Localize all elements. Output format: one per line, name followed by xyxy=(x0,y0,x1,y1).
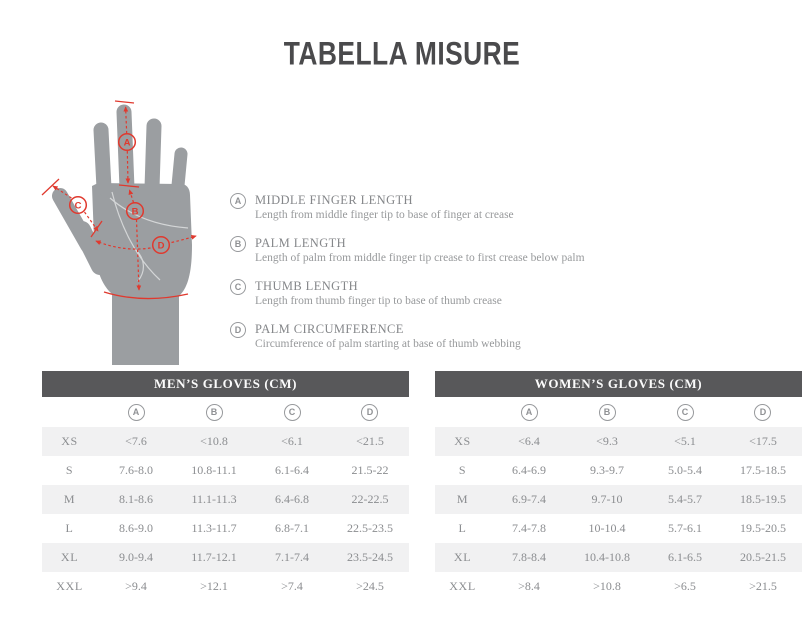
measure-letter-badge: D xyxy=(230,322,246,338)
mens-gloves-table xyxy=(42,371,409,601)
legend-text xyxy=(255,193,514,222)
value-cell: <6.1 xyxy=(281,434,303,448)
value-cell: 10.8-11.1 xyxy=(191,463,237,477)
measure-description: Circumference of palm starting at base of thumb webbing xyxy=(255,338,521,350)
value-cell: <9.3 xyxy=(596,434,618,448)
value-cell: 7.6-8.0 xyxy=(119,463,154,477)
svg-text:A: A xyxy=(123,137,131,149)
value-cell: >21.5 xyxy=(749,579,777,593)
size-tables xyxy=(42,371,802,601)
column-header-cell xyxy=(568,404,646,421)
column-letter-badge: D xyxy=(361,404,378,421)
value-cell: >8.4 xyxy=(518,579,540,593)
value-cell: >12.1 xyxy=(200,579,228,593)
size-cell: S xyxy=(458,463,467,477)
hand-measurement-diagram xyxy=(38,90,236,365)
value-cell: 22-22.5 xyxy=(351,492,389,506)
table-row xyxy=(42,485,409,514)
value-cell: 6.4-6.8 xyxy=(275,492,309,506)
table-row xyxy=(42,456,409,485)
value-cell: 6.9-7.4 xyxy=(512,492,547,506)
table-row xyxy=(435,543,802,572)
column-header-row xyxy=(435,397,802,427)
measure-description: Length of palm from middle finger tip crease to first crease below palm xyxy=(255,252,585,264)
value-cell: <21.5 xyxy=(356,434,384,448)
table-row xyxy=(42,543,409,572)
column-letter-badge: B xyxy=(206,404,223,421)
table-row xyxy=(435,514,802,543)
value-cell: 19.5-20.5 xyxy=(739,521,786,535)
value-cell: 22.5-23.5 xyxy=(346,521,393,535)
size-cell: XXL xyxy=(449,579,476,593)
column-header-row xyxy=(42,397,409,427)
value-cell: >7.4 xyxy=(281,579,303,593)
table-row xyxy=(42,427,409,456)
page-title: TABELLA MISURE xyxy=(283,36,521,73)
value-cell: >10.8 xyxy=(593,579,621,593)
measure-title: PALM LENGTH xyxy=(255,236,347,250)
value-cell: 5.4-5.7 xyxy=(668,492,702,506)
value-cell: 5.7-6.1 xyxy=(668,521,702,535)
size-cell: M xyxy=(456,492,469,506)
value-cell: 11.7-12.1 xyxy=(191,550,237,564)
size-cell: L xyxy=(458,521,467,535)
value-cell: 11.3-11.7 xyxy=(191,521,237,535)
value-cell: 8.1-8.6 xyxy=(119,492,154,506)
size-cell: XS xyxy=(454,434,471,448)
table-row xyxy=(42,514,409,543)
value-cell: 7.1-7.4 xyxy=(275,550,309,564)
value-cell: 9.3-9.7 xyxy=(590,463,625,477)
value-cell: 6.4-6.9 xyxy=(512,463,547,477)
measurement-legend xyxy=(230,193,650,351)
value-cell: 9.0-9.4 xyxy=(119,550,154,564)
legend-item xyxy=(230,236,650,265)
value-cell: 10.4-10.8 xyxy=(584,550,631,564)
column-header-cell xyxy=(175,404,253,421)
value-cell: 23.5-24.5 xyxy=(346,550,393,564)
legend-text xyxy=(255,279,502,308)
value-cell: 18.5-19.5 xyxy=(739,492,786,506)
measure-title: PALM CIRCUMFERENCE xyxy=(255,322,404,336)
size-cell: XS xyxy=(61,434,78,448)
measure-description: Length from thumb finger tip to base of thumb crease xyxy=(255,295,502,307)
size-cell: XL xyxy=(60,550,79,564)
value-cell: <7.6 xyxy=(125,434,147,448)
measure-letter-badge: C xyxy=(230,279,246,295)
svg-text:C: C xyxy=(74,200,82,212)
svg-text:D: D xyxy=(157,240,165,252)
value-cell: 17.5-18.5 xyxy=(739,463,786,477)
size-cell: XL xyxy=(453,550,472,564)
legend-item xyxy=(230,193,650,222)
value-cell: >6.5 xyxy=(674,579,696,593)
value-cell: 9.7-10 xyxy=(591,492,623,506)
column-letter-badge: C xyxy=(677,404,694,421)
size-cell: S xyxy=(65,463,74,477)
womens-gloves-table xyxy=(435,371,802,601)
value-cell: <5.1 xyxy=(674,434,696,448)
column-letter-badge: A xyxy=(521,404,538,421)
value-cell: 21.5-22 xyxy=(351,463,389,477)
table-row xyxy=(435,485,802,514)
column-letter-badge: B xyxy=(599,404,616,421)
value-cell: 6.1-6.4 xyxy=(275,463,309,477)
table-row xyxy=(435,427,802,456)
column-header-cell xyxy=(646,404,724,421)
value-cell: 7.4-7.8 xyxy=(512,521,547,535)
column-header-cell xyxy=(253,404,331,421)
column-header-cell xyxy=(331,404,409,421)
column-letter-badge: C xyxy=(284,404,301,421)
value-cell: >9.4 xyxy=(125,579,147,593)
value-cell: >24.5 xyxy=(356,579,384,593)
value-cell: 10-10.4 xyxy=(588,521,626,535)
table-title: WOMEN’S GLOVES (CM) xyxy=(435,371,802,397)
table-title: MEN’S GLOVES (CM) xyxy=(42,371,409,397)
table-row xyxy=(435,456,802,485)
svg-text:B: B xyxy=(131,206,139,218)
measure-title: MIDDLE FINGER LENGTH xyxy=(255,193,413,207)
measure-letter-badge: A xyxy=(230,193,246,209)
column-header-cell xyxy=(724,404,802,421)
legend-item xyxy=(230,279,650,308)
column-letter-badge: A xyxy=(128,404,145,421)
table-row xyxy=(435,572,802,601)
value-cell: 6.8-7.1 xyxy=(275,521,309,535)
value-cell: 11.1-11.3 xyxy=(191,492,237,506)
value-cell: 20.5-21.5 xyxy=(739,550,786,564)
column-header-cell xyxy=(490,404,568,421)
measure-letter-badge: B xyxy=(230,236,246,252)
measure-description: Length from middle finger tip to base of finger at crease xyxy=(255,209,514,221)
table-row xyxy=(42,572,409,601)
value-cell: 5.0-5.4 xyxy=(668,463,702,477)
value-cell: 6.1-6.5 xyxy=(668,550,702,564)
size-cell: L xyxy=(65,521,74,535)
size-cell: M xyxy=(63,492,76,506)
column-letter-badge: D xyxy=(754,404,771,421)
legend-text xyxy=(255,322,521,351)
legend-item xyxy=(230,322,650,351)
fingertip-tick xyxy=(115,101,134,103)
value-cell: <10.8 xyxy=(200,434,228,448)
value-cell: 7.8-8.4 xyxy=(512,550,547,564)
value-cell: <6.4 xyxy=(518,434,540,448)
legend-text xyxy=(255,236,585,265)
measure-title: THUMB LENGTH xyxy=(255,279,359,293)
value-cell: <17.5 xyxy=(749,434,777,448)
value-cell: 8.6-9.0 xyxy=(119,521,154,535)
column-header-cell xyxy=(97,404,175,421)
size-cell: XXL xyxy=(56,579,83,593)
